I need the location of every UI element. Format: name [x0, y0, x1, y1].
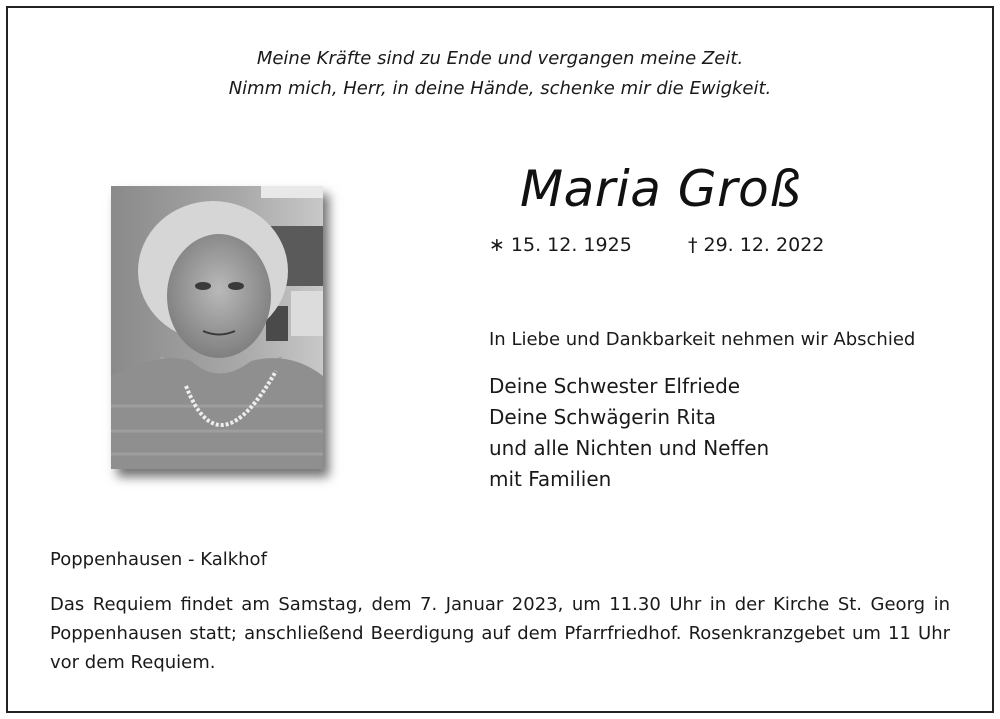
birth-date: [489, 234, 632, 256]
portrait-image: [111, 186, 323, 469]
requiem-notice: Das Requiem findet am Samstag, dem 7. Januar 2023, um 11.30 Uhr in der Kirche St. Georg in Poppenhausen statt; anschließend Beerdigung auf dem Pfarrfriedhof. Rosenkranzgebet um 11 Uhr vor dem Requiem.: [50, 594, 950, 673]
mourner-line: Deine Schwester Elfriede: [489, 374, 741, 398]
death-cross-icon: †: [688, 234, 698, 256]
mourner-line: und alle Nichten und Neffen: [489, 436, 770, 460]
birth-date-value: 15. 12. 1925: [510, 234, 632, 256]
place-name: Poppenhausen - Kalkhof: [50, 549, 267, 570]
verse-line-2: Nimm mich, Herr, in deine Hände, schenke mir die Ewigkeit.: [228, 78, 772, 99]
mourner-line: mit Familien: [489, 467, 612, 491]
death-date: [688, 234, 824, 256]
mourner-line: Deine Schwägerin Rita: [489, 405, 716, 429]
farewell-intro: In Liebe und Dankbarkeit nehmen wir Abschied: [489, 329, 916, 350]
verse-quote: [0, 44, 1000, 104]
verse-line-1: Meine Kräfte sind zu Ende und vergangen meine Zeit.: [256, 48, 744, 69]
deceased-name: Maria Groß: [520, 160, 802, 218]
mourners-list: [489, 371, 769, 495]
birth-star-icon: ∗: [489, 234, 505, 256]
portrait-photo: [111, 186, 323, 469]
death-date-value: 29. 12. 2022: [703, 234, 825, 256]
